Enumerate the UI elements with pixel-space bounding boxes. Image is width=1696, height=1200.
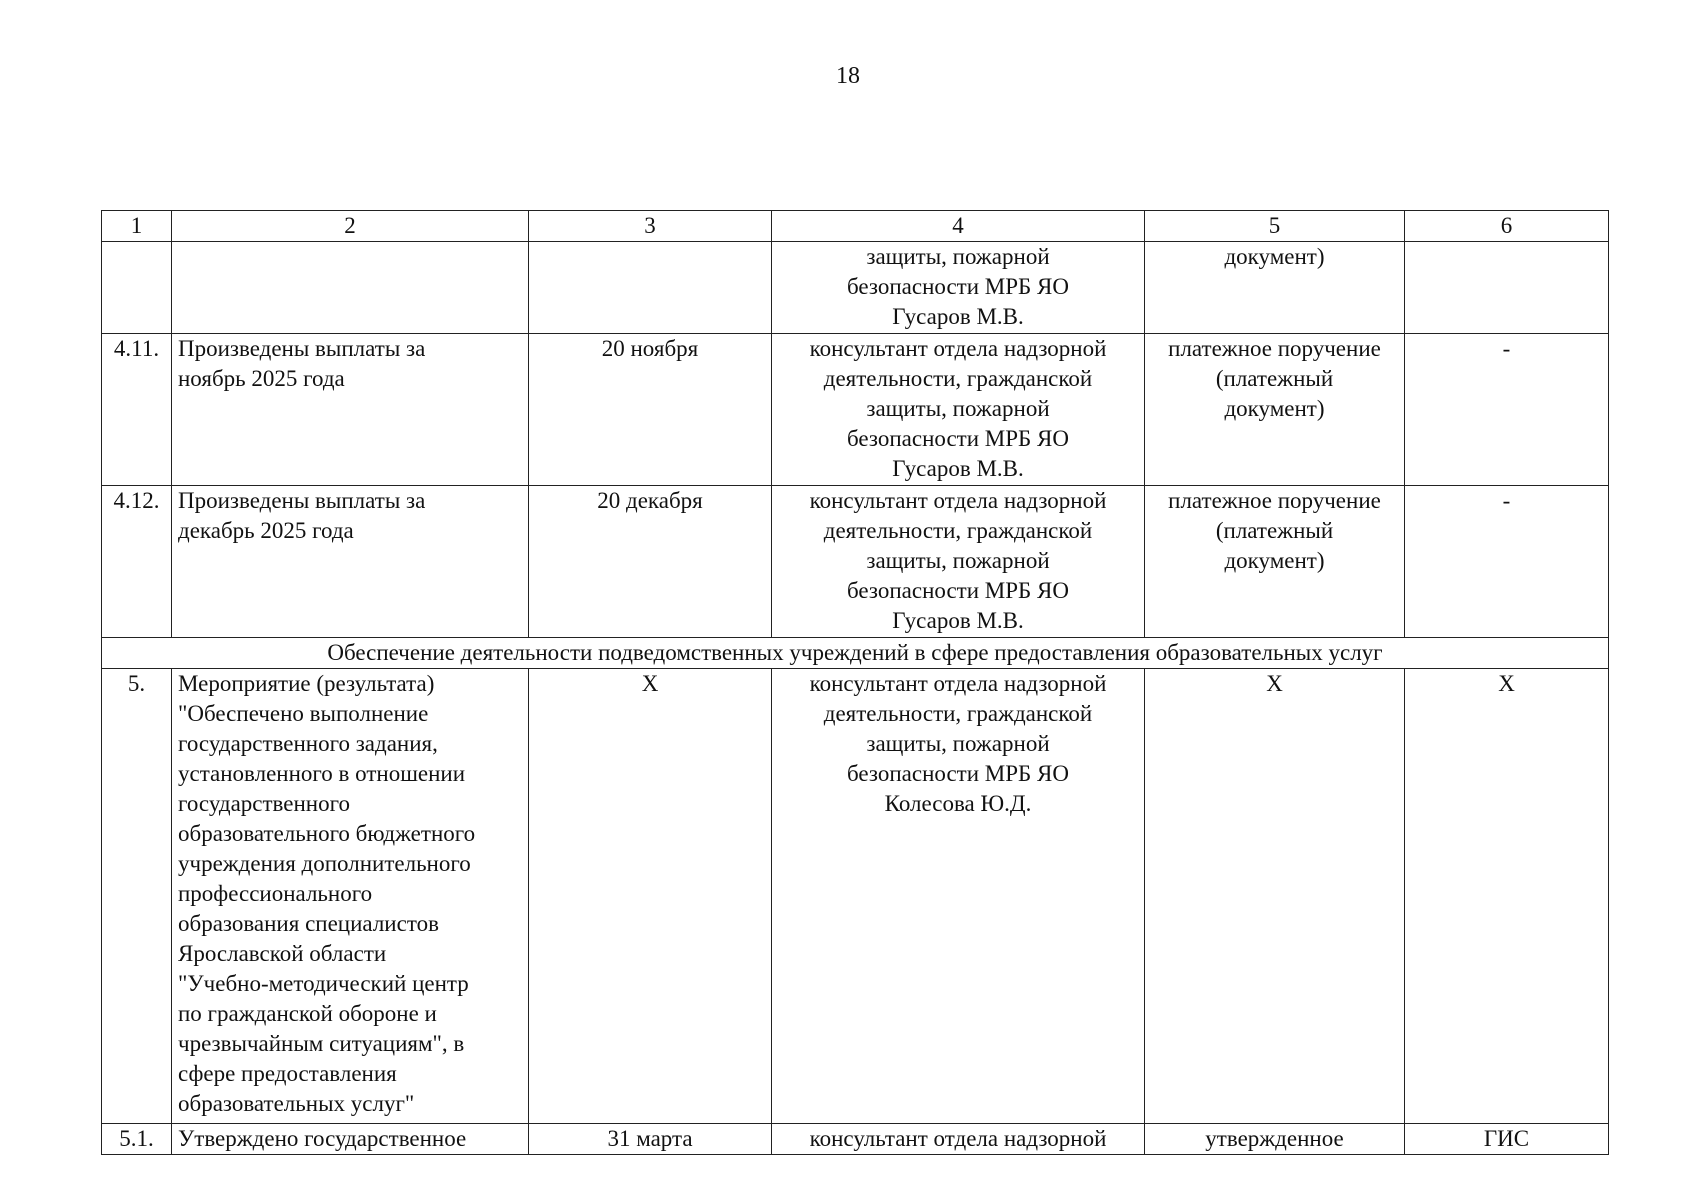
table-row (102, 486, 1609, 638)
cell-line: Произведены выплаты за (178, 488, 426, 513)
plan-table (101, 210, 1609, 1155)
row-date-cell: 31 марта (529, 1124, 772, 1155)
cell-line: учреждения дополнительного (178, 851, 471, 876)
table-row (102, 334, 1609, 486)
cell-line: утвержденное (1205, 1126, 1344, 1151)
cell-line: чрезвычайным ситуациям", в (178, 1031, 465, 1056)
cell-line: государственного (178, 791, 350, 816)
table-row (102, 1124, 1609, 1155)
row-document-cell (1145, 1124, 1405, 1155)
cell-line: защиты, пожарной (866, 548, 1050, 573)
cell-line: Колесова Ю.Д. (884, 791, 1032, 816)
row-date-cell (529, 242, 772, 334)
row-responsible-cell (772, 334, 1145, 486)
table-header-row (102, 211, 1609, 242)
row-info-cell: - (1405, 486, 1609, 638)
cell-line: документ) (1224, 396, 1325, 421)
row-document-cell (1145, 669, 1405, 1124)
cell-line: консультант отдела надзорной (809, 488, 1107, 513)
cell-line: деятельности, гражданской (823, 518, 1093, 543)
row-info-cell: ГИС (1405, 1124, 1609, 1155)
cell-line: установленного в отношении (178, 761, 466, 786)
cell-line: защиты, пожарной (866, 244, 1050, 269)
cell-line: Гусаров М.В. (892, 304, 1024, 329)
section-heading: Обеспечение деятельности подведомственных учреждений в сфере предоставления образовательных услуг (102, 638, 1609, 669)
row-responsible-cell (772, 1124, 1145, 1155)
row-date-cell: 20 декабря (529, 486, 772, 638)
row-responsible-cell (772, 669, 1145, 1124)
header-cell-3: 3 (529, 211, 772, 242)
cell-line: безопасности МРБ ЯО (847, 426, 1069, 451)
cell-line: Мероприятие (результата) (178, 671, 435, 696)
cell-line: платежное поручение (1168, 488, 1381, 513)
cell-line: Произведены выплаты за (178, 336, 426, 361)
row-info-cell: - (1405, 334, 1609, 486)
row-document-cell (1145, 486, 1405, 638)
cell-line: декабрь 2025 года (178, 518, 354, 543)
cell-line: платежное поручение (1168, 336, 1381, 361)
table-row (102, 242, 1609, 334)
row-number-cell: 5. (102, 669, 172, 1124)
cell-line: образования специалистов (178, 911, 439, 936)
cell-line: консультант отдела надзорной (809, 336, 1107, 361)
row-document-cell (1145, 334, 1405, 486)
cell-line: безопасности МРБ ЯО (847, 578, 1069, 603)
header-cell-1: 1 (102, 211, 172, 242)
cell-line: образовательного бюджетного (178, 821, 476, 846)
section-heading-row (102, 638, 1609, 669)
cell-line: "Учебно-методический центр (178, 971, 469, 996)
row-number-cell: 4.12. (102, 486, 172, 638)
cell-line: государственного задания, (178, 731, 438, 756)
cell-line: сфере предоставления (178, 1061, 397, 1086)
cell-line: образовательных услуг" (178, 1091, 415, 1116)
cell-line: (платежный (1215, 366, 1334, 391)
cell-line: Гусаров М.В. (892, 608, 1024, 633)
cell-line: защиты, пожарной (866, 731, 1050, 756)
cell-line: Гусаров М.В. (892, 456, 1024, 481)
cell-line: консультант отдела надзорной (809, 1126, 1107, 1151)
cell-line: защиты, пожарной (866, 396, 1050, 421)
header-cell-4: 4 (772, 211, 1145, 242)
cell-line: безопасности МРБ ЯО (847, 274, 1069, 299)
cell-line: Х (1266, 671, 1283, 696)
row-date-cell: 20 ноября (529, 334, 772, 486)
cell-line: (платежный (1215, 518, 1334, 543)
cell-line: документ) (1224, 244, 1325, 269)
cell-line: ноябрь 2025 года (178, 366, 345, 391)
cell-line: документ) (1224, 548, 1325, 573)
cell-line: по гражданской обороне и (178, 1001, 437, 1026)
row-responsible-cell (772, 486, 1145, 638)
row-name-cell (172, 669, 529, 1124)
cell-line: безопасности МРБ ЯО (847, 761, 1069, 786)
row-name-cell (172, 334, 529, 486)
cell-line: профессионального (178, 881, 373, 906)
row-number-cell: 4.11. (102, 334, 172, 486)
cell-line: Утверждено государственное (178, 1126, 467, 1151)
row-number-cell: 5.1. (102, 1124, 172, 1155)
cell-line: Ярославской области (178, 941, 387, 966)
row-name-cell (172, 486, 529, 638)
cell-line: "Обеспечено выполнение (178, 701, 429, 726)
cell-line: деятельности, гражданской (823, 701, 1093, 726)
row-document-cell (1145, 242, 1405, 334)
row-info-cell (1405, 242, 1609, 334)
cell-line: консультант отдела надзорной (809, 671, 1107, 696)
cell-line: деятельности, гражданской (823, 366, 1093, 391)
header-cell-6: 6 (1405, 211, 1609, 242)
header-cell-5: 5 (1145, 211, 1405, 242)
row-name-cell (172, 242, 529, 334)
header-cell-2: 2 (172, 211, 529, 242)
row-info-cell: Х (1405, 669, 1609, 1124)
row-responsible-cell (772, 242, 1145, 334)
row-name-cell (172, 1124, 529, 1155)
table-row (102, 669, 1609, 1124)
row-date-cell: Х (529, 669, 772, 1124)
page-number: 18 (836, 63, 860, 89)
row-number-cell (102, 242, 172, 334)
